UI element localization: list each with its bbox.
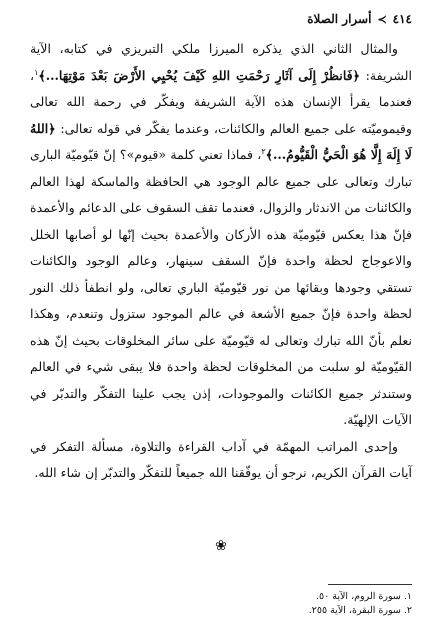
footnote-ref-1[interactable]: ١: [34, 67, 39, 77]
footnote-2: ٢. سورة البقرة، الآية ٢٥٥.: [308, 605, 412, 616]
main-text: [30, 36, 412, 487]
running-title: أسرار الصلاة: [307, 12, 372, 26]
paragraph-2: وإحدى المراتب المهمّة في آداب القراءة والتلاوة، مسألة التفكر في آيات القرآن الكريم، نرجو أن يوفّقنا الله جميعاً للتفكّر والتدبّر إن شاء الله.: [30, 438, 412, 480]
footnote-ref-2[interactable]: ٢: [261, 146, 266, 156]
quran-quote-2: ﴿اللهُ لَا إِلَهَ إِلَّا هُوَ الْحَيُّ الْقَيُّومُ...﴾: [30, 120, 412, 162]
paragraph-1-rest: ، فماذا تعني كلمة «قيوم»؟ إنّ قيّوميّة البارى تبارك وتعالى على جميع عالم الوجود هي الحافظة والماسكة لهذا العالم والكائنات من الاندثار والزوال، فعندما تقف السقوف على الدعائم والأعمدة فإنّ هذا يعكس قيّوميّة هذه الأركان والأعمدة بحيث إنّها لو أصابها الخلل والاعوجاج لحظة واحدة فإنّ السقف سينهار، وعالم الوجود والكائنات تستقي وجودها وبقائها من نور قيّوميّة الباري تعالى، ولو انطفأ ذلك النور لحظة واحدة فإنّ جميع الأشعة في عالم الموجود ستزول وتنعدم، وهكذا نعلم بأنّ الله تبارك وتعالى له قيّوميّة على سائر المخلوقات بحيث إنّ هذه القيّوميّة لو سلبت من المخلوقات لحظة واحدة فلا يبقى شيء في العالم وستندثر جميع الكائنات والموجودات، إذن يجب علينا التفكّر والتدبّر في الآيات الإلهيّة.: [30, 147, 412, 427]
footnote-1: ١. سورة الروم، الآية ٥٠.: [316, 591, 412, 602]
paragraph-1: [30, 36, 412, 434]
paragraph-1-middle: ، فعندما يقرأ الإنسان هذه الآية الشريفة ويفكّر في رحمة الله تعالى وقيموميّته على جميع العالم والكائنات، وعندما يفكّر في قوله تعالى:: [30, 67, 412, 136]
footnotes: [30, 590, 412, 618]
paragraph-1-intro: والمثال الثاني الذي يذكره الميرزا ملكي التبريزي في كتابه، الآية الشريفة:: [30, 41, 412, 83]
flower-ornament-icon: ❀: [215, 538, 227, 554]
running-header: [30, 8, 412, 30]
page-number: ٤١٤: [392, 12, 412, 26]
footnote-divider: [328, 584, 412, 585]
quran-quote-1: ﴿فَانظُرْ إِلَى آثَارِ رَحْمَتِ اللهِ كَيْفَ يُحْيِي الأَرْضَ بَعْدَ مَوْتِهَا...﴾: [38, 67, 361, 83]
header-separator-icon: ≻: [377, 12, 387, 26]
